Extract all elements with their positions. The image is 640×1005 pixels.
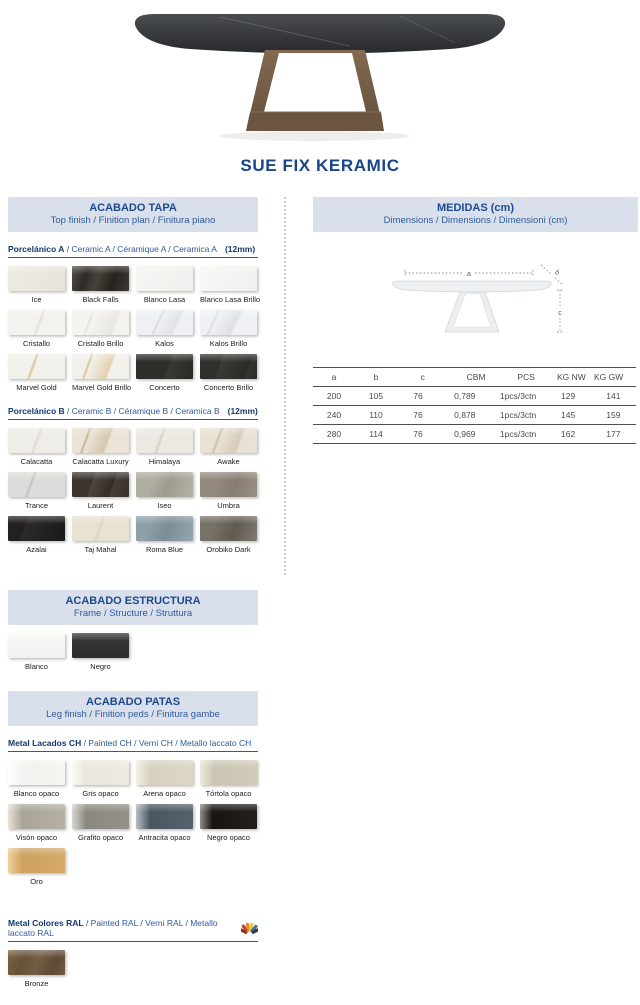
- swatch-chip: [136, 354, 193, 379]
- swatch-chip: [72, 804, 129, 829]
- swatch-label: Roma Blue: [145, 545, 184, 554]
- table-row: [313, 387, 636, 406]
- swatch: [136, 354, 193, 392]
- metal-lacados-ch-swatches: [8, 760, 258, 886]
- swatch: [72, 310, 129, 348]
- swatch-chip: [8, 516, 65, 541]
- swatch-chip: [8, 310, 65, 335]
- group-translations: / Ceramic B / Céramique B / Ceramica B: [64, 406, 220, 416]
- medidas-header: [313, 197, 638, 232]
- table-cell: 76: [413, 429, 423, 439]
- table-header-cell: b: [373, 372, 379, 382]
- swatch-label: Laurent: [87, 501, 114, 510]
- metal-lacados-ch-label: [8, 738, 258, 752]
- swatch: [72, 516, 129, 554]
- swatch-label: Taj Mahal: [84, 545, 117, 554]
- swatch-label: Oro: [30, 877, 43, 886]
- swatch-chip: [72, 354, 129, 379]
- group-translations: / Painted RAL / Verni RAL / Metallo laccato RAL: [8, 918, 218, 938]
- table-header-cell: KG NW: [556, 372, 586, 382]
- swatch: [200, 266, 261, 304]
- swatch: [72, 428, 129, 466]
- swatch: [200, 760, 257, 798]
- table-cell: 145: [561, 410, 576, 420]
- swatch-label: Cristallo: [22, 339, 51, 348]
- section-title: ACABADO ESTRUCTURA: [65, 595, 201, 607]
- swatch: [72, 472, 129, 510]
- section-subtitle: Dimensions / Dimensions / Dimensioni (cm): [383, 215, 568, 226]
- table-base-plate: [246, 112, 384, 131]
- table-cell: 114: [369, 429, 383, 439]
- swatch-label: Azalai: [26, 545, 47, 554]
- swatch-chip: [136, 516, 193, 541]
- swatch-chip: [200, 266, 257, 291]
- swatch-label: Kalos: [155, 339, 174, 348]
- ral-fan-icon: [241, 921, 258, 935]
- table-cell: 0,878: [454, 410, 476, 420]
- swatch-chip: [72, 633, 129, 658]
- acabado-estructura-header: [8, 590, 258, 625]
- swatch-label: Arena opaco: [143, 789, 186, 798]
- group-translations: / Ceramic A / Céramique A / Ceramica A: [64, 244, 217, 254]
- swatch-chip: [200, 516, 257, 541]
- swatch: [200, 354, 257, 392]
- swatch: [200, 310, 257, 348]
- table-header-cell: a: [331, 372, 337, 382]
- swatch: [136, 472, 193, 510]
- swatch: [8, 848, 65, 886]
- swatch-label: Concerto Brillo: [203, 383, 254, 392]
- swatch-label: Orobiko Dark: [206, 545, 251, 554]
- swatch-chip: [200, 428, 257, 453]
- swatch: [136, 266, 193, 304]
- swatch: [136, 516, 193, 554]
- swatch-chip: [200, 804, 257, 829]
- swatch-label: Marvel Gold Brillo: [72, 383, 132, 392]
- swatch-chip: [72, 472, 129, 497]
- table-header-cell: KG GW: [593, 372, 624, 382]
- group-name: Metal Colores RAL: [8, 918, 84, 928]
- swatch-chip: [136, 266, 193, 291]
- table-header-cell: PCS: [517, 372, 535, 382]
- swatch-chip: [8, 760, 65, 785]
- swatch-chip: [8, 804, 65, 829]
- table-cell: 1pcs/3ctn: [499, 429, 537, 439]
- swatch-label: Cristallo Brillo: [77, 339, 124, 348]
- section-title: MEDIDAS (cm): [436, 202, 514, 214]
- swatch-chip: [136, 804, 193, 829]
- section-title: ACABADO TAPA: [89, 202, 177, 214]
- table-row: [313, 406, 636, 425]
- swatch-label: Black Falls: [82, 295, 119, 304]
- table-header-row: [313, 368, 636, 387]
- swatch-label: Calacatta Luxury: [72, 457, 129, 466]
- swatch-chip: [200, 760, 257, 785]
- swatch: [136, 760, 193, 798]
- swatch-label: Awake: [217, 457, 240, 466]
- group-name: Porcelánico A: [8, 244, 65, 254]
- swatch: [200, 472, 257, 510]
- table-cell: 105: [368, 391, 384, 401]
- finishes-column: [8, 197, 261, 988]
- dimensions-diagram: [313, 250, 638, 355]
- swatch-label: Calacatta: [20, 457, 53, 466]
- swatch: [8, 472, 65, 510]
- dimension-label-c: c: [558, 310, 562, 317]
- swatch-label: Himalaya: [148, 457, 181, 466]
- swatch-chip: [200, 354, 257, 379]
- swatch-label: Visón opaco: [15, 833, 58, 842]
- table-cell: 159: [606, 410, 621, 420]
- table-base-opening: [264, 53, 366, 112]
- swatch: [200, 516, 257, 554]
- swatch-chip: [8, 848, 65, 873]
- porcelanico-b-label: [8, 406, 258, 420]
- dimensions-column: [313, 197, 638, 444]
- swatch: [200, 428, 257, 466]
- swatch-chip: [8, 354, 65, 379]
- swatch-label: Umbra: [217, 501, 240, 510]
- swatch-chip: [8, 472, 65, 497]
- swatch: [8, 428, 65, 466]
- table-cell: 129: [561, 391, 576, 401]
- group-name: Porcelánico B: [8, 406, 65, 416]
- swatch: [8, 633, 65, 671]
- estructura-swatches: [8, 633, 258, 671]
- swatch-label: Negro opaco: [207, 833, 250, 842]
- diagram-table-top: [393, 281, 552, 292]
- swatch-chip: [200, 310, 257, 335]
- metal-colores-ral-label: [8, 918, 258, 942]
- swatch-label: Bronze: [24, 979, 49, 988]
- swatch: [136, 310, 193, 348]
- swatch-label: Trance: [24, 501, 49, 510]
- porcelanico-b-swatches: [8, 428, 258, 554]
- group-thickness: (12mm): [227, 406, 258, 416]
- table-cell: 177: [606, 429, 621, 439]
- porcelanico-a-label: [8, 244, 258, 258]
- swatch: [72, 266, 129, 304]
- swatch-chip: [200, 472, 257, 497]
- porcelanico-a-swatches: [8, 266, 261, 392]
- group-thickness: (12mm): [224, 244, 256, 254]
- table-header-cell: c: [420, 372, 425, 382]
- swatch-chip: [72, 428, 129, 453]
- swatch-chip: [72, 266, 129, 291]
- swatch-label: Ice: [31, 295, 42, 304]
- page-title: SUE FIX KERAMIC: [240, 156, 400, 175]
- table-cell: 200: [326, 391, 342, 401]
- swatch-chip: [136, 472, 193, 497]
- swatch-label: Negro: [90, 662, 111, 671]
- swatch: [8, 804, 65, 842]
- swatch-label: Grafito opaco: [77, 833, 124, 842]
- swatch-label: Concerto: [149, 383, 180, 392]
- product-photo-table: [100, 5, 540, 150]
- swatch-chip: [136, 760, 193, 785]
- table-cell: 110: [369, 410, 383, 420]
- table-top: [135, 14, 505, 54]
- swatch-label: Blanco Lasa: [143, 295, 186, 304]
- table-cell: 240: [326, 410, 342, 420]
- swatch-chip: [8, 633, 65, 658]
- swatch: [72, 760, 129, 798]
- table-cell: 76: [413, 410, 423, 420]
- table-row: [313, 425, 636, 444]
- swatch-chip: [8, 266, 65, 291]
- table-cell: 162: [561, 429, 576, 439]
- table-cell: 0,969: [454, 429, 476, 439]
- section-subtitle: Leg finish / Finition peds / Finitura gambe: [46, 709, 220, 720]
- swatch-label: Kalos Brillo: [209, 339, 248, 348]
- swatch: [136, 428, 193, 466]
- swatch: [8, 760, 65, 798]
- table-header-cell: CBM: [466, 372, 486, 382]
- swatch: [136, 804, 193, 842]
- swatch-chip: [72, 516, 129, 541]
- swatch-chip: [72, 760, 129, 785]
- table-cell: 141: [606, 391, 621, 401]
- group-name: Metal Lacados CH: [8, 738, 82, 748]
- spec-table: [313, 367, 636, 444]
- table-cell: 1pcs/3ctn: [499, 410, 537, 420]
- group-translations: / Painted CH / Verni CH / Metallo laccato CH: [81, 738, 252, 748]
- swatch: [72, 354, 132, 392]
- dimension-label-b: b: [553, 268, 561, 277]
- swatch-label: Tórtola opaco: [205, 789, 252, 798]
- swatch: [8, 516, 65, 554]
- swatch: [8, 310, 65, 348]
- swatch: [200, 804, 257, 842]
- column-divider: [284, 197, 286, 575]
- swatch-chip: [8, 428, 65, 453]
- swatch-label: Blanco: [25, 662, 48, 671]
- table-cell: 1pcs/3ctn: [499, 391, 537, 401]
- table-cell: 0,789: [454, 391, 476, 401]
- swatch-chip: [136, 428, 193, 453]
- swatch-label: Gris opaco: [82, 789, 119, 798]
- swatch-label: Marvel Gold: [16, 383, 57, 392]
- table-cell: 76: [413, 391, 423, 401]
- swatch-label: Iseo: [157, 501, 172, 510]
- metal-colores-ral-swatches: [8, 950, 258, 988]
- swatch: [8, 266, 65, 304]
- swatch: [8, 354, 65, 392]
- swatch-chip: [72, 310, 129, 335]
- dimension-label-a: a: [467, 271, 471, 278]
- table-cell: 280: [326, 429, 342, 439]
- acabado-tapa-header: [8, 197, 258, 232]
- acabado-patas-header: [8, 691, 258, 726]
- swatch: [72, 633, 129, 671]
- section-title: ACABADO PATAS: [85, 696, 181, 708]
- swatch-label: Blanco Lasa Brillo: [200, 295, 261, 304]
- table-body: [313, 387, 636, 444]
- floor-shadow: [220, 131, 410, 141]
- swatch-label: Blanco opaco: [13, 789, 60, 798]
- swatch-label: Antracita opaco: [138, 833, 191, 842]
- swatch: [72, 804, 129, 842]
- section-subtitle: Top finish / Finition plan / Finitura piano: [50, 215, 216, 226]
- swatch: [8, 950, 65, 988]
- swatch-chip: [8, 950, 65, 975]
- swatch-chip: [136, 310, 193, 335]
- section-subtitle: Frame / Structure / Struttura: [73, 608, 193, 619]
